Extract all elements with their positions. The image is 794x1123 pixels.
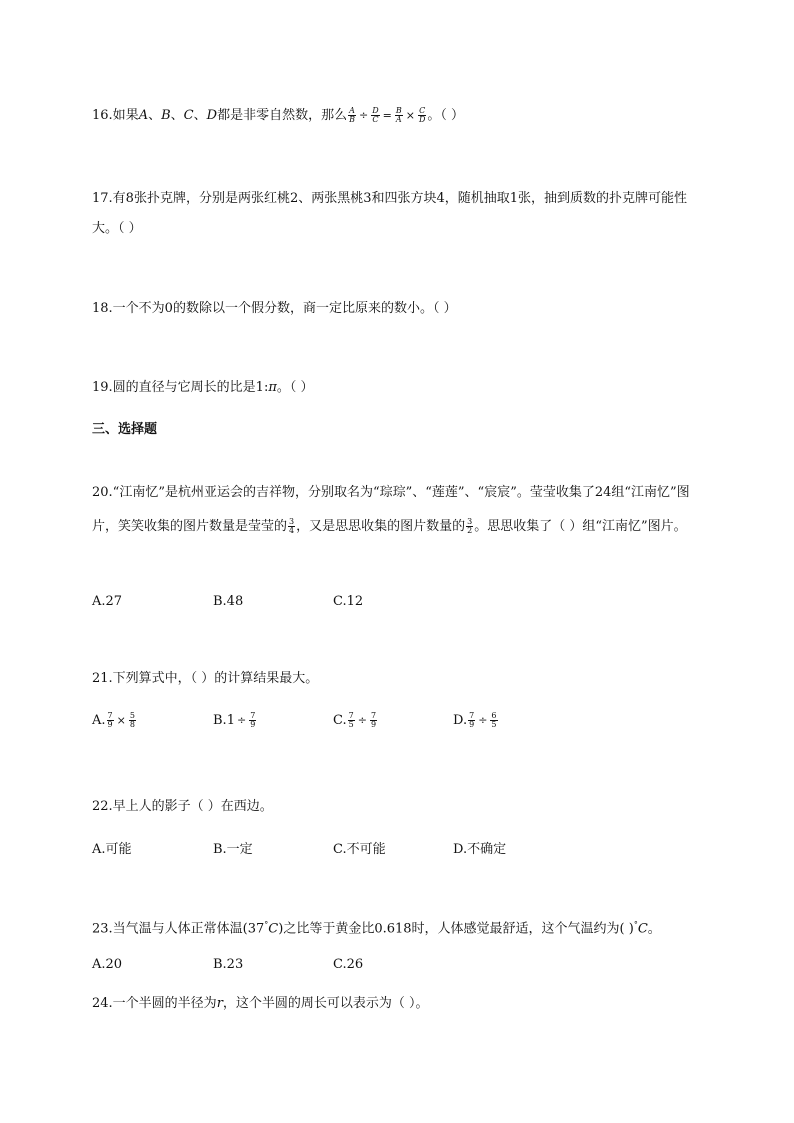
fraction: $\frac{7}{9}$ bbox=[370, 711, 377, 729]
fraction: $\frac{7}{9}$ bbox=[469, 711, 475, 729]
fraction: $\frac{5}{8}$ bbox=[129, 711, 135, 729]
sep: 、 bbox=[170, 108, 184, 123]
fraction: $\frac{B}{A}$ bbox=[395, 106, 402, 124]
option-c: C.12 bbox=[333, 594, 364, 609]
option-b: B.48 bbox=[213, 594, 244, 609]
degree-symbol: ° bbox=[633, 920, 638, 929]
operator: ÷ bbox=[236, 714, 247, 727]
option-a: A.27 bbox=[92, 594, 123, 609]
option-a: A.20 bbox=[92, 957, 123, 972]
fraction: $\frac{7}{5}$ bbox=[348, 711, 354, 729]
operator: ÷ bbox=[358, 109, 369, 122]
question-23 bbox=[92, 910, 704, 944]
var-a: A bbox=[138, 108, 149, 123]
fraction: $\frac{C}{D}$ bbox=[418, 106, 426, 124]
option-b: B.一定 bbox=[213, 842, 253, 857]
q20-text-part3: 。思思收集了（ ）组“江南忆”图片。 bbox=[474, 519, 687, 534]
q21-text: 21.下列算式中，（ ）的计算结果最大。 bbox=[92, 671, 319, 686]
var-d: D bbox=[206, 108, 218, 123]
q23-text-part2: )之比等于黄金比0.618时，人体感觉最舒适，这个气温约为( ) bbox=[278, 921, 634, 937]
question-22 bbox=[92, 792, 704, 822]
option-a: A. $\frac{7}{9}$ × $\frac{5}{8}$ bbox=[92, 711, 135, 729]
fraction: $\frac{3}{2}$ bbox=[467, 517, 473, 535]
q20-text-part2: ，又是思思收集的图片数量的 bbox=[296, 519, 466, 534]
question-20 bbox=[92, 476, 696, 544]
answer-blank: 。（ ） bbox=[276, 380, 314, 395]
var-b: B bbox=[161, 108, 171, 123]
question-19 bbox=[92, 373, 704, 403]
unit-c: C bbox=[268, 921, 279, 937]
q19-prefix: 19.圆的直径与它周长的比是1: bbox=[92, 380, 269, 395]
q16-prefix: 16.如果 bbox=[92, 108, 139, 123]
var-r: r bbox=[216, 996, 223, 1011]
degree-symbol: ° bbox=[264, 920, 269, 929]
fraction: $\frac{A}{B}$ bbox=[349, 106, 355, 124]
operator: ÷ bbox=[478, 714, 488, 727]
question-16 bbox=[92, 101, 704, 131]
q20-text-part1: 20.“江南忆”是杭州亚运会的吉祥物，分别取名为“琮琮”、“莲莲”、“宸宸”。莹莹收集了24组“江南忆”图片，笑笑收集的图片数量是莹莹的 bbox=[92, 485, 690, 534]
option-d: D.不确定 bbox=[453, 842, 507, 857]
q22-text: 22.早上人的影子（ ）在西边。 bbox=[92, 799, 273, 814]
operator: = bbox=[382, 109, 392, 122]
q16-mid-text: 都是非零自然数，那么 bbox=[217, 108, 348, 123]
option-c: C. $\frac{7}{5}$ ÷ $\frac{7}{9}$ bbox=[333, 711, 377, 729]
var-c: C bbox=[183, 108, 194, 123]
sep: 、 bbox=[148, 108, 162, 123]
q23-text-part1: 23.当气温与人体正常体温(37 bbox=[92, 921, 265, 937]
unit-c: C bbox=[637, 921, 648, 937]
fraction: $\frac{3}{4}$ bbox=[289, 517, 295, 535]
q18-text: 18.一个不为0的数除以一个假分数，商一定比原来的数小。（ ） bbox=[92, 301, 457, 316]
option-a: A.可能 bbox=[92, 842, 132, 857]
option-b: B.23 bbox=[213, 957, 244, 972]
option-c: C.26 bbox=[333, 957, 364, 972]
q23-text-part3: 。 bbox=[647, 921, 661, 937]
fraction: $\frac{D}{C}$ bbox=[372, 106, 379, 124]
answer-blank: ，这个半圆的周长可以表示为（ ）。 bbox=[222, 996, 429, 1011]
operator: × bbox=[116, 714, 126, 727]
q17-text: 17.有8张扑克牌，分别是两张红桃2、两张黑桃3和四张方块4，随机抽取1张，抽到质数的扑克牌可能性大。（ ） bbox=[92, 191, 688, 236]
pi-symbol: π bbox=[268, 380, 277, 395]
question-18 bbox=[92, 294, 704, 324]
operator: ÷ bbox=[357, 714, 367, 727]
sep: 、 bbox=[193, 108, 207, 123]
option-b: B.1 ÷ $\frac{7}{9}$ bbox=[213, 711, 256, 729]
question-17 bbox=[92, 184, 696, 244]
q24-prefix: 24.一个半圆的半径为 bbox=[92, 996, 217, 1011]
fraction: $\frac{6}{5}$ bbox=[491, 711, 497, 729]
operator: × bbox=[405, 109, 415, 122]
fraction: $\frac{7}{9}$ bbox=[250, 711, 256, 729]
answer-blank: 。（ ） bbox=[427, 108, 465, 123]
section-title: 三、选择题 bbox=[92, 422, 158, 437]
fraction: $\frac{7}{9}$ bbox=[107, 711, 113, 729]
option-d: D. $\frac{7}{9}$ ÷ $\frac{6}{5}$ bbox=[453, 711, 497, 729]
question-21 bbox=[92, 664, 704, 694]
option-c: C.不可能 bbox=[333, 842, 386, 857]
question-24 bbox=[92, 989, 704, 1019]
